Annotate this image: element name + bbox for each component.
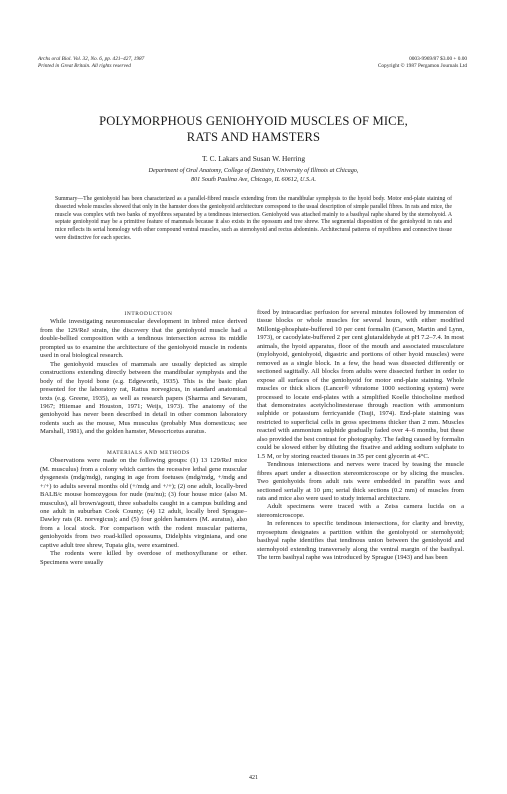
- journal-citation: [38, 56, 144, 70]
- printed-line: Printed in Great Britain. All rights reserved: [38, 63, 131, 69]
- title-line-1: POLYMORPHOUS GENIOHYOID MUSCLES OF MICE,: [99, 114, 408, 128]
- affiliation: [60, 167, 447, 184]
- affiliation-line-2: 801 South Paulina Ave, Chicago, IL 60612, U.S.A.: [190, 175, 317, 183]
- introduction-heading: INTRODUCTION: [124, 311, 173, 317]
- right-column: [257, 309, 464, 563]
- left-column: [40, 310, 247, 567]
- intro-paragraph-2: The geniohyoid muscles of mammals are usually depicted as simple constructions extending directly between the mandibular symphysis and the body of the hyoid bone (e.g. Edgeworth, 1935). This is the basic plan presented for the laboratory rat, Rattus norvegicus, in standard anatomical texts (e.g. Greene, 1935), as well as research papers (Sharma and Sevaram, 1967; Hiiemae and Houston, 1971; Weijs, 1973). The anatomy of the geniohyoid has never been described in detail in other common laboratory rodents such as the mouse, Mus musculus (probably Mus domesticus; see Marshall, 1981), and the golden hamster, Mesocricetus auratus.: [40, 360, 247, 436]
- article-title: [40, 113, 467, 145]
- publisher-info: [378, 56, 467, 70]
- authors: T. C. Lakars and Susan W. Herring: [201, 154, 306, 163]
- affiliation-line-1: Department of Oral Anatomy, College of Dentistry, University of Illinois at Chicago,: [148, 167, 359, 174]
- right-paragraph-3: Adult specimens were traced with a Zeiss camera lucida on a stereomicroscope.: [257, 503, 464, 519]
- right-paragraph-1: fixed by intracardiac perfusion for several minutes followed by immersion of tissue blocks or whole muscles for several hours, with either modified Millonig-phosphate-buffered 10 per cent formalin (Carson, Martin and Lynn, 1973), or cacodylate-buffered 2 per cent glutaraldehyde at pH 7.2–7.4. In most animals, the hyoid apparatus, floor of the mouth and associated musculature (mylohyoid, geniohyoid, digastric and portions of other hyoid muscles) were removed as a single block. In a few, the head was dissected differently or sectioned sagittally. All blocks from adults were dissected further in order to expose all surfaces of the geniohyoid for motor end-plate staining. Whole muscles or thick slices (Lancer® vibratome 1000 sectioning system) were processed to locate end-plates with a simplified Koelle thiocholine method that demonstrates acetylcholinesterase through reaction with ammonium sulphide or potassium ferricyanide (Tsuji, 1974). End-plate staining was restricted to superficial cells in gross specimens thicker than 2 mm. Muscles reacted with ammonium sulphide gradually faded over 4–6 months, but these also provided the best contrast for photography. The fading caused by formalin could be slowed either by diluting the fixative and adding sodium sulphate to 1.5 M, or by storing reacted tissues in 35 per cent glycerin at 4°C.: [257, 309, 464, 460]
- title-line-2: RATS AND HAMSTERS: [186, 130, 321, 144]
- page-number: 421: [249, 775, 258, 781]
- methods-paragraph-1: Observations were made on the following groups: (1) 13 129/ReJ mice (M. musculus) from a colony which carries the recessive lethal gene muscular dysgenesis (mdg/mdg), ranging in age from foetuses (mdg/mdg, +/mdg and +/+) to adults several months old (+/mdg and +/+); (2) one adult, locally-bred BALB/c mouse homozygous for nude (nu/nu); (3) four house mice (also M. musculus), all brown/agouti, three subadults caught in a campus building and one adult in suburban Cook County; (4) 12 adult, locally bred Sprague–Dawley rats (R. norvegicus); and (5) four golden hamsters (M. auratus), also from a local stock. For comparison with the rodent muscular patterns, geniohyoids from two road-killed opossums, Didelphis virginiana, and one captive adult tree shrew, Tupaia glis, were examined.: [40, 457, 247, 549]
- copyright-line: Copyright © 1987 Pergamon Journals Ltd: [377, 63, 467, 69]
- methods-heading: MATERIALS AND METHODS: [107, 449, 190, 456]
- right-paragraph-2: Tendinous intersections and nerves were traced by teasing the muscle fibres apart under a dissection stereomicroscope or by slicing the muscles. Two geniohyoids from adult rats were embedded in paraffin wax and sectioned serially at 10 µm; serial thick sections (0.2 mm) of muscles from rats and mice also were used to study internal architecture.: [257, 461, 464, 502]
- journal-line: Archs oral Biol. Vol. 32, No. 6, pp. 421–427, 1987: [38, 56, 145, 62]
- methods-paragraph-2: The rodents were killed by overdose of methoxyflurane or ether. Specimens were usually: [40, 550, 247, 566]
- right-paragraph-4: In references to specific tendinous intersections, for clarity and brevity, myoseptum designates a partition within the geniohyoid or sternohyoid; basihyal raphe identifies that tendinous union between the geniohyoid and sternohyoid extending transversely along the ventral margin of the basihyal. The term basihyal raphe was introduced by Sprague (1943) and has been: [257, 520, 464, 562]
- issn-line: 0003-9969/87 $3.00 + 0.00: [409, 56, 467, 62]
- intro-paragraph-1: While investigating neuromuscular development in inbred mice derived from the 129/ReJ strain, the discovery that the geniohyoid muscle had a double-bellied composition with a tendinous intersection across its middle prompted us to examine the architecture of the geniohyoid muscle in rodents used in oral biological research.: [40, 318, 247, 360]
- summary: Summary—The geniohyoid has been characterized as a parallel-fibred muscle extending from the mandibular symphysis to the hyoid body. Motor end-plate staining of dissected whole muscles showed that only in the hamster does the geniohyoid architecture correspond to the usual description of simple parallel fibres. In rats and mice, the muscle was complex with two banks of myofibres separated by a tendinous intersection. Geniohyoid was attached mainly to a basihyal raphe shared by the sternohyoid. A septate geniohyoid may be a primitive feature of mammals because it also exists in the opossum and tree shrew. The segmental disposition of the geniohyoid in rats and mice reflects its serial homology with other compound ventral muscles, such as sternohyoid and rectus abdominis. Architectural patterns of myofibres and connective tissue were distinctive for each species.: [55, 196, 452, 241]
